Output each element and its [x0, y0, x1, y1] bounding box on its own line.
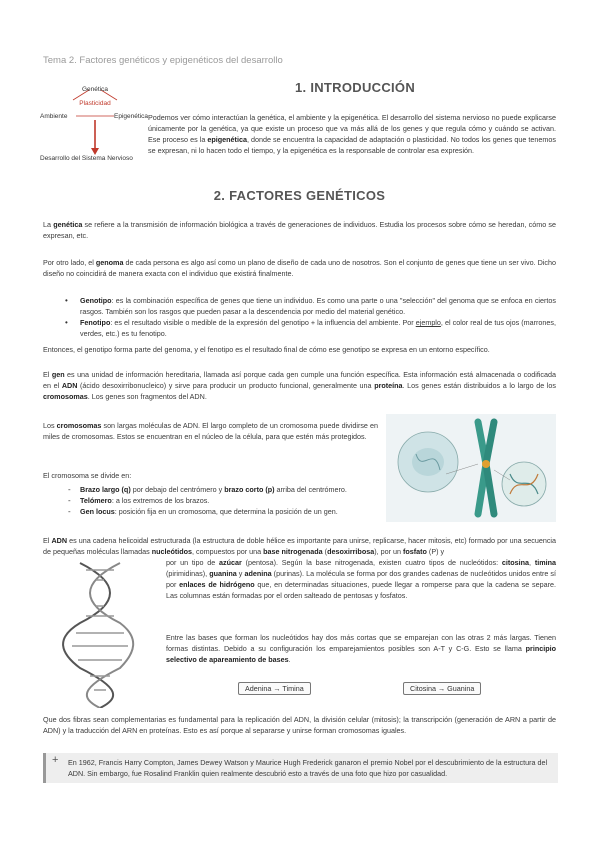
- gen-paragraph: El gen es una unidad de información hereditaria, llamada así porque cada gen cumple una función específica. Esta información está almacenada o codificada en el ADN (ácido desoxirribonucleico) y sirve para producir un producto funcional, generalmente una proteína. Los genes están distribuidos a lo largo de los cromosomas. Los genes son fragmentos del ADN.: [43, 370, 557, 401]
- list-item-gen-locus: - Gen locus: posición fija en un cromosoma, que determina la posición de un gen.: [58, 506, 388, 517]
- section-title-factores-geneticos: 2. FACTORES GENÉTICOS: [213, 188, 386, 203]
- list-item-genotipo: • Genotipo: es la combinación específica de genes que tiene un individuo. Es como una parte o una "selección" del genoma que se enfoca en ciertos rasgos. También son los rasgos que pueden pasar a la descendencia por medio del material genético.: [58, 295, 556, 317]
- section-title-introduccion: 1. INTRODUCCIÓN: [294, 80, 416, 95]
- document-header: Tema 2. Factores genéticos y epigenéticos del desarrollo: [43, 55, 283, 66]
- chromosome-illustration-svg: [386, 414, 556, 522]
- genotipo-summary-paragraph: Entonces, el genotipo forma parte del genoma, y el fenotipo es el resultado final de cómo ese genotipo se expresa en un entorno específico.: [43, 345, 490, 354]
- cromosoma-divide-label: El cromosoma se divide en:: [43, 471, 132, 480]
- apareamiento-paragraph: Entre las bases que forman los nucleótidos hay dos más cortas que se emparejan con las otras 2 más largas. Tienen formas distintas. Debido a su configuración los emparejamientos posibles son A-T y C-G. Esto se llama principio selectivo de apareamiento de bases.: [166, 633, 556, 664]
- interaction-diagram: [40, 82, 150, 166]
- interaction-diagram-svg: [40, 82, 150, 166]
- diagram-label-epigenetics: Epigenética: [114, 113, 148, 120]
- dna-helix-svg: [60, 558, 140, 708]
- adn-paragraph: El ADN es una cadena helicoidal estructurada (la estructura de doble hélice es importante para unirse, replicarse, hacer mitosis, etc) formado por una secuencia de pequeñas moléculas llamadas nucleótidos, compuestos por una base nitrogenada (desoxirribosa), por un fosfato (P) y: [43, 536, 557, 556]
- complementarias-paragraph: Que dos fibras sean complementarias es fundamental para la replicación del ADN, la división celular (mitosis); la transcripción (generación de ARN a partir de ADN) y la traducción del ARN en proteínas. Esto es así porque al separarse y unirse forman cromosomas iguales.: [43, 715, 556, 735]
- nobel-note-text: En 1962, Francis Harry Compton, James Dewey Watson y Maurice Hugh Frederick ganaron el premio Nobel por el descubrimiento de la estructura del ADN. Sin embargo, fue Rosalind Franklin quien realmente descubrió esto a través de una foto que hizo por casualidad.: [68, 758, 548, 778]
- genetica-paragraph: La genética se refiere a la transmisión de información biológica a través de generaciones de individuos. Estudia los procesos sobre cómo se heredan, cómo se expresan, etc.: [43, 220, 556, 240]
- nobel-note: [43, 753, 558, 783]
- ejemplo-link[interactable]: ejemplo: [415, 318, 441, 327]
- pair-box-citosina-guanina: Citosina → Guanina: [403, 682, 481, 695]
- arrow-down-head: [91, 148, 99, 155]
- dna-helix-image: [60, 558, 140, 708]
- diagram-label-environment: Ambiente: [40, 113, 68, 120]
- diagram-label-plasticity: Plasticidad: [79, 100, 111, 107]
- intro-paragraph: Podemos ver cómo interactúan la genética, el ambiente y la epigenética. El desarrollo del sistema nervioso no puede explicarse únicamente por la genética, ya que existe un proceso que va más allá de los genes y que regula cómo y cuándo se activan. Ese proceso es la epigenética, donde se encuentra la capacidad de adaptación o plasticidad. No todos los genes que tenemos se expresan, ni lo hacen todo el tiempo, y la epigenética es la responsable de controlar esa expresión.: [148, 113, 556, 155]
- diagram-label-development: Desarrollo del Sistema Nervioso: [40, 155, 133, 162]
- genoma-paragraph: Por otro lado, el genoma de cada persona es algo así como un plano de diseño de cada uno de nosotros. Son el conjunto de genes que tiene un ser vivo. Dicho diseño no coincidirá de manera exacta con el individuo que existirá finalmente.: [43, 258, 556, 278]
- pair-box-adenina-timina: Adenina → Timina: [238, 682, 311, 695]
- chromosome-image: [386, 414, 556, 522]
- cromosomas-paragraph: Los cromosomas son largas moléculas de ADN. El largo completo de un cromosoma puede dividirse en miles de cromosomas. Estos se encuentran en el núcleo de la célula, para que estén más protegidos.: [43, 421, 378, 441]
- nucleotidos-paragraph: por un tipo de azúcar (pentosa). Según la base nitrogenada, existen cuatro tipos de nucleótidos: citosina, timina (pirimidinas), guanina y adenina (purinas). La molécula se forma por dos grandes cadenas de nucleótidos unidos entre sí por enlaces de hidrógeno que, en determinadas situaciones, puede llegar a romperse para que la cadena se separe. Las columnas están formadas por el orden salteado de pentosas y fosfatos.: [166, 558, 557, 600]
- genotype-phenotype-list: [58, 295, 556, 339]
- chromosome-parts-list: [58, 484, 388, 517]
- list-item-brazo: - Brazo largo (q) por debajo del centrómero y brazo corto (p) arriba del centrómero.: [58, 484, 388, 495]
- diagram-label-genetics: Genética: [81, 86, 109, 93]
- list-item-fenotipo: • Fenotipo: es el resultado visible o medible de la expresión del genotipo + la influencia del ambiente. Por ejemplo, el color real de tus ojos (marrones, verdes, etc.) es tu fenotipo.: [58, 317, 556, 339]
- plus-icon: +: [52, 754, 59, 766]
- list-item-telomero: - Telómero: a los extremos de los brazos.: [58, 495, 388, 506]
